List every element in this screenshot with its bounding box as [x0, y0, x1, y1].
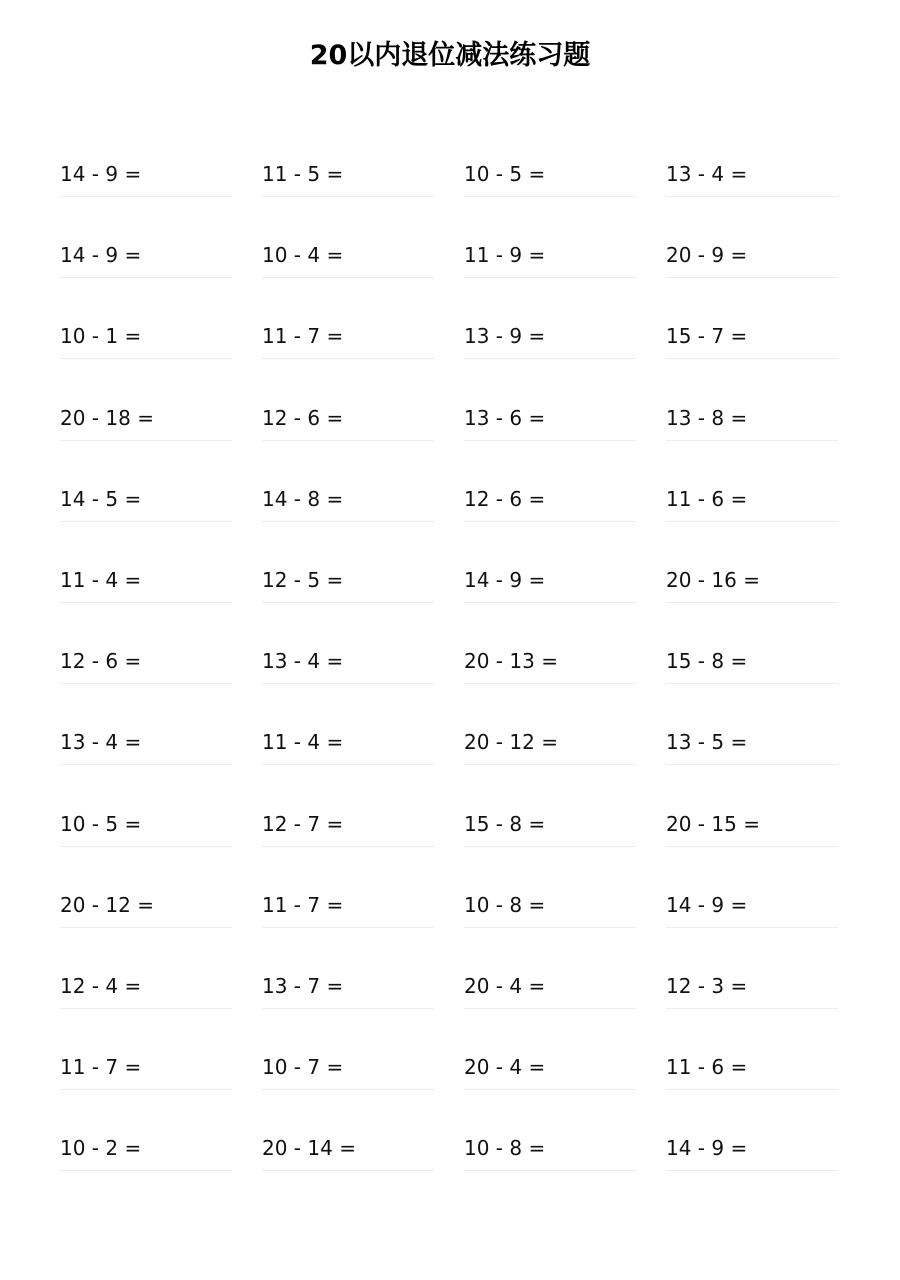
problem-cell: [464, 394, 638, 475]
answer-line[interactable]: [60, 764, 232, 765]
problem-text: 10 - 8 =: [464, 892, 546, 917]
problem-cell: [464, 637, 638, 718]
answer-line[interactable]: [262, 440, 434, 441]
problem-text: 13 - 4 =: [262, 649, 344, 674]
problem-text: 13 - 5 =: [666, 730, 748, 755]
problem-text: 14 - 8 =: [262, 486, 344, 511]
worksheet-title: 20以内退位减法练习题: [309, 40, 591, 71]
answer-line[interactable]: [60, 440, 232, 441]
problem-text: 20 - 4 =: [464, 1055, 546, 1080]
answer-line[interactable]: [464, 440, 636, 441]
problem-text: 12 - 6 =: [60, 649, 142, 674]
problem-cell: [666, 1124, 840, 1205]
problem-text: 14 - 9 =: [60, 162, 142, 186]
problem-cell: [262, 231, 436, 312]
problem-text: 14 - 9 =: [666, 1136, 748, 1161]
problem-cell: [262, 637, 436, 718]
problem-cell: [60, 881, 234, 962]
problem-cell: [666, 881, 840, 962]
problem-cell: [60, 394, 234, 475]
answer-line[interactable]: [60, 1089, 232, 1090]
answer-line[interactable]: [666, 764, 838, 765]
answer-line[interactable]: [464, 1089, 636, 1090]
problem-text: 11 - 7 =: [262, 892, 344, 917]
problem-cell: [262, 312, 436, 393]
problem-text: 11 - 5 =: [262, 162, 344, 186]
answer-line[interactable]: [60, 683, 232, 684]
problem-text: 20 - 9 =: [666, 243, 748, 268]
answer-line[interactable]: [666, 277, 838, 278]
problem-text: 12 - 6 =: [262, 405, 344, 430]
problem-text: 13 - 8 =: [666, 405, 748, 430]
problem-text: 20 - 12 =: [464, 730, 558, 755]
problem-text: 12 - 6 =: [464, 486, 546, 511]
problem-text: 11 - 7 =: [262, 324, 344, 349]
problem-cell: [464, 556, 638, 637]
problem-text: 13 - 7 =: [262, 973, 344, 998]
answer-line[interactable]: [464, 927, 636, 928]
problem-cell: [464, 150, 638, 231]
problem-cell: [666, 637, 840, 718]
problem-cell: [60, 150, 234, 231]
problem-text: 12 - 4 =: [60, 973, 142, 998]
answer-line[interactable]: [60, 521, 232, 522]
problem-cell: [666, 394, 840, 475]
answer-line[interactable]: [464, 277, 636, 278]
problem-text: 20 - 15 =: [666, 811, 760, 836]
answer-line[interactable]: [666, 1008, 838, 1009]
answer-line[interactable]: [262, 764, 434, 765]
answer-line[interactable]: [464, 764, 636, 765]
problem-text: 20 - 4 =: [464, 973, 546, 998]
answer-line[interactable]: [262, 196, 434, 197]
problem-cell: [464, 1043, 638, 1124]
problem-cell: [262, 1043, 436, 1124]
problem-cell: [60, 312, 234, 393]
problem-text: 11 - 6 =: [666, 1055, 748, 1080]
problem-cell: [666, 1043, 840, 1124]
problem-text: 11 - 9 =: [464, 243, 546, 268]
problem-text: 14 - 9 =: [464, 567, 546, 592]
problem-text: 12 - 5 =: [262, 567, 344, 592]
problem-cell: [262, 556, 436, 637]
answer-line[interactable]: [262, 521, 434, 522]
problem-text: 20 - 12 =: [60, 892, 154, 917]
answer-line[interactable]: [666, 440, 838, 441]
problem-cell: [60, 962, 234, 1043]
answer-line[interactable]: [262, 1170, 434, 1171]
problem-cell: [60, 556, 234, 637]
problem-text: 14 - 9 =: [60, 243, 142, 268]
answer-line[interactable]: [262, 846, 434, 847]
problem-text: 10 - 2 =: [60, 1136, 142, 1161]
answer-line[interactable]: [60, 927, 232, 928]
problem-text: 14 - 9 =: [666, 892, 748, 917]
problem-cell: [464, 231, 638, 312]
answer-line[interactable]: [464, 1008, 636, 1009]
problem-cell: [666, 475, 840, 556]
problem-text: 10 - 5 =: [464, 162, 546, 186]
answer-line[interactable]: [666, 602, 838, 603]
answer-line[interactable]: [666, 683, 838, 684]
problem-cell: [464, 1124, 638, 1205]
problem-cell: [262, 1124, 436, 1205]
answer-line[interactable]: [464, 846, 636, 847]
problem-text: 11 - 7 =: [60, 1055, 142, 1080]
answer-line[interactable]: [60, 602, 232, 603]
problem-cell: [60, 1124, 234, 1205]
problem-text: 13 - 9 =: [464, 324, 546, 349]
answer-line[interactable]: [262, 1089, 434, 1090]
answer-line[interactable]: [60, 846, 232, 847]
answer-line[interactable]: [666, 358, 838, 359]
answer-line[interactable]: [666, 1170, 838, 1171]
problem-cell: [464, 312, 638, 393]
problem-cell: [464, 800, 638, 881]
problem-cell: [60, 800, 234, 881]
problem-grid: [60, 150, 842, 1205]
answer-line[interactable]: [464, 196, 636, 197]
problem-text: 10 - 8 =: [464, 1136, 546, 1161]
answer-line[interactable]: [262, 683, 434, 684]
answer-line[interactable]: [464, 1170, 636, 1171]
problem-cell: [60, 475, 234, 556]
problem-cell: [262, 718, 436, 799]
problem-text: 11 - 4 =: [262, 730, 344, 755]
problem-text: 20 - 13 =: [464, 649, 558, 674]
answer-line[interactable]: [464, 602, 636, 603]
problem-cell: [262, 394, 436, 475]
answer-line[interactable]: [666, 846, 838, 847]
problem-text: 20 - 18 =: [60, 405, 154, 430]
answer-line[interactable]: [666, 196, 838, 197]
problem-cell: [262, 962, 436, 1043]
answer-line[interactable]: [666, 927, 838, 928]
problem-text: 13 - 4 =: [60, 730, 142, 755]
problem-cell: [666, 718, 840, 799]
problem-text: 11 - 4 =: [60, 567, 142, 592]
answer-line[interactable]: [262, 358, 434, 359]
answer-line[interactable]: [666, 521, 838, 522]
problem-cell: [60, 637, 234, 718]
problem-text: 20 - 16 =: [666, 567, 760, 592]
problem-cell: [60, 1043, 234, 1124]
problem-text: 12 - 3 =: [666, 973, 748, 998]
problem-text: 15 - 7 =: [666, 324, 748, 349]
problem-text: 10 - 1 =: [60, 324, 142, 349]
problem-text: 15 - 8 =: [666, 649, 748, 674]
answer-line[interactable]: [262, 277, 434, 278]
answer-line[interactable]: [60, 1008, 232, 1009]
problem-cell: [60, 231, 234, 312]
problem-cell: [666, 312, 840, 393]
problem-cell: [464, 881, 638, 962]
problem-text: 10 - 4 =: [262, 243, 344, 268]
problem-cell: [262, 881, 436, 962]
answer-line[interactable]: [262, 602, 434, 603]
problem-cell: [666, 150, 840, 231]
problem-text: 10 - 5 =: [60, 811, 142, 836]
answer-line[interactable]: [60, 358, 232, 359]
problem-text: 12 - 7 =: [262, 811, 344, 836]
problem-cell: [464, 718, 638, 799]
problem-cell: [464, 475, 638, 556]
answer-line[interactable]: [464, 521, 636, 522]
problem-cell: [262, 150, 436, 231]
answer-line[interactable]: [60, 1170, 232, 1171]
problem-cell: [666, 800, 840, 881]
problem-text: 13 - 4 =: [666, 162, 748, 186]
problem-text: 20 - 14 =: [262, 1136, 356, 1161]
answer-line[interactable]: [60, 277, 232, 278]
problem-cell: [262, 475, 436, 556]
problem-cell: [666, 556, 840, 637]
problem-cell: [666, 962, 840, 1043]
problem-text: 13 - 6 =: [464, 405, 546, 430]
problem-text: 15 - 8 =: [464, 811, 546, 836]
answer-line[interactable]: [464, 358, 636, 359]
problem-text: 14 - 5 =: [60, 486, 142, 511]
answer-line[interactable]: [60, 196, 232, 197]
problem-text: 11 - 6 =: [666, 486, 748, 511]
problem-text: 10 - 7 =: [262, 1055, 344, 1080]
answer-line[interactable]: [262, 1008, 434, 1009]
problem-cell: [262, 800, 436, 881]
problem-cell: [60, 718, 234, 799]
answer-line[interactable]: [262, 927, 434, 928]
answer-line[interactable]: [464, 683, 636, 684]
answer-line[interactable]: [666, 1089, 838, 1090]
problem-cell: [666, 231, 840, 312]
problem-cell: [464, 962, 638, 1043]
